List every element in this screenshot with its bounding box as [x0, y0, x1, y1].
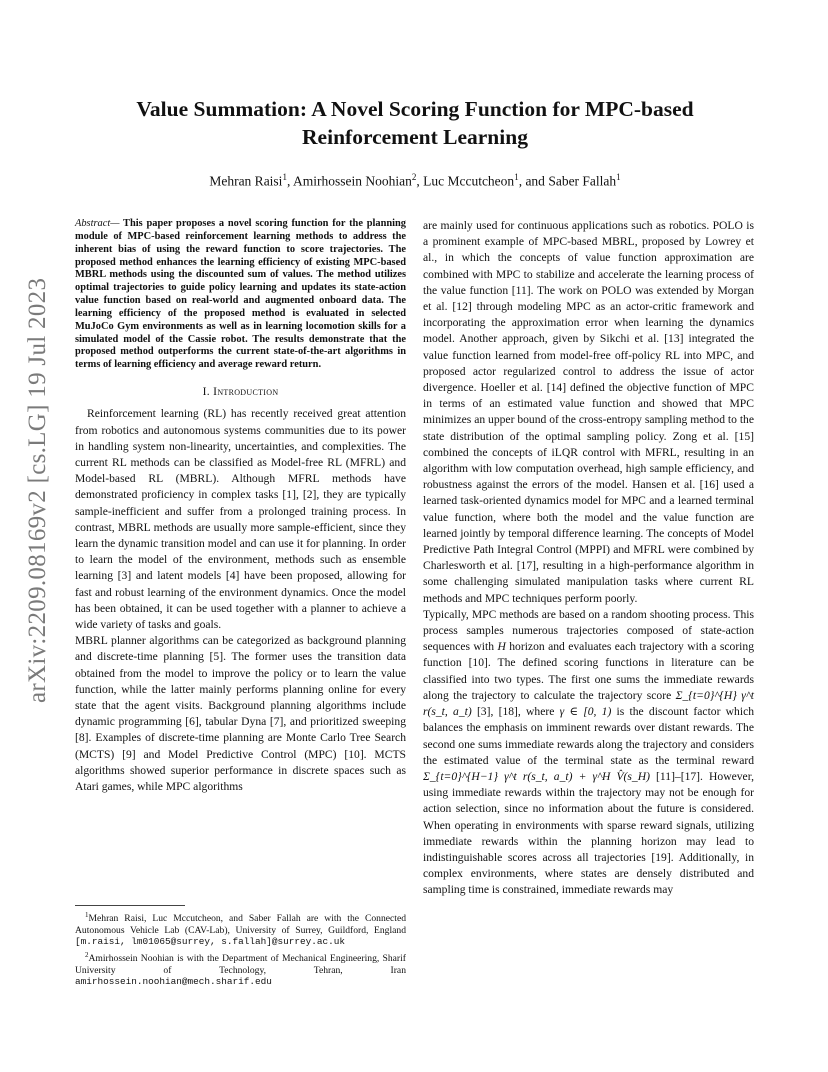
author-name: Amirhossein Noohian — [292, 173, 412, 189]
math-variable: H — [497, 640, 506, 654]
affiliation-mark: 1 — [514, 172, 519, 182]
author-name: Mehran Raisi — [209, 173, 283, 189]
footnote-text: Amirhossein Noohian is with the Department of Mechanical Engineering, Sharif University of Technology, Tehran, Iran — [75, 953, 406, 976]
footnote-affiliation-1 — [75, 910, 406, 947]
footnote-affiliation-2 — [75, 950, 406, 987]
abstract-text: This paper proposes a novel scoring function for the planning module of MPC-based reinforcement learning methods to address the inherent bias of using the reward function to score trajectories. The proposed method enhances the learning efficiency of existing MPC-based MBRL methods using the discounted sum of values. The method utilizes optimal trajectories to guide policy learning and updates its state-action value function based on real-world and augmented onboard data. The learning efficiency of the proposed method is evaluated in selected MuJoCo Gym environments as well as in learning locomotion skills for a simulated model of the Cassie robot. The results demonstrate that the proposed method outperforms the current state-of-the-art algorithms in terms of learning efficiency and average reward return. — [75, 218, 406, 371]
author-name: Luc Mccutcheon — [423, 173, 515, 189]
intro-paragraph: Reinforcement learning (RL) has recently received great attention from robotics and autonomous systems communities due to its power in handling system non-linearity, uncertainties, and complexities. The current RL methods can be classified as Model-free RL (MFRL) and Model-based RL (MBRL). Although MFRL methods have demonstrated proficiency in complex tasks [1], [2], they are typically sample-inefficient and suffer from a prolonged training process. In contrast, MBRL methods are usually more sample-efficient, since they learn the dynamic transition model and can use it for planning. In order to learn the model of the environment, methods such as ensemble learning [3] and latent models [4] have been proposed, allowing for fast and robust learning of the environment dynamics. Once the model has been obtained, it can be used together with a planner to achieve a wide variety of tasks and goals. — [75, 407, 406, 631]
paper-title: Value Summation: A Novel Scoring Function for MPC-based Reinforcement Learning — [136, 97, 694, 149]
right-column — [423, 218, 754, 899]
text-run: [3], [18], where — [471, 705, 560, 719]
math-expression: Σ_{t=0}^{H} γ^t r(s_t, a_t) — [423, 688, 754, 719]
left-column — [75, 218, 406, 795]
body-paragraph — [423, 607, 754, 899]
math-expression: Σ_{t=0}^{H−1} γ^t r(s_t, a_t) + γ^H V̂(s_H) — [423, 769, 650, 783]
author-name: Saber Fallah — [548, 173, 617, 189]
footnote-mark: 2 — [85, 951, 89, 960]
footnote-rule — [75, 905, 185, 906]
body-paragraph: are mainly used for continuous applications such as robotics. POLO is a prominent example of MPC-based MBRL, proposed by Lowrey et al., in which the concepts of value function approximation are combined with MPC to stabilize and accelerate the learning process of the value function [11]. The work on POLO was extended by Morgan et al. [12] through modeling MPC as an actor-critic framework and incorporating the approximation error when learning the dynamics model. Another approach, given by Sikchi et al. [13] integrated the value function learned from model-free off-policy RL into MPC, and proposed actor regularized control to address the issue of actor divergence. Hoeller et al. [14] defined the objective function of MPC in terms of an estimated value function and showed that MPC minimizes an upper bound of the cross-entropy sampling method to the state distribution of the optimal sampling policy. Zong et al. [15] combined the concepts of iLQR control with MFRL, resulting in an algorithm with low computation overhead, high sample efficiency, and robustness against the errors of the model. Hansen et al. [16] used a learned task-oriented dynamics model for MPC and a learned terminal value function, where both the model and the value function are learned jointly by temporal difference learning. The concepts of Model Predictive Path Integral Control (MPPI) and MFRL were combined by Charlesworth et al. [17], resulting in a high-performance algorithm in some challenging simulated manipulation tasks where current RL methods and MPC techniques perform poorly. — [423, 219, 754, 605]
text-run: Typically, MPC methods are based on a random shooting process. This process samples numerous trajectories composed of state-action sequences with — [423, 607, 754, 654]
intro-paragraph: MBRL planner algorithms can be categorized as background planning and discrete-time planning [5]. The former uses the transition data obtained from the model to improve the policy or to learn the value function, while the latter mainly performs planning online for every state that the agent visits. Background planning algorithms include dynamic programming [6], tabular Dyna [7], and prioritized sweeping [8]. Examples of discrete-time planning are Monte Carlo Tree Search (MCTS) [9] and Model Predictive Control (MPC) [10]. MCTS algorithms showed superior performance in discrete spaces such as Atari games, while MPC algorithms — [75, 634, 406, 793]
abstract — [75, 218, 406, 372]
text-run: [11]–[17]. However, using immediate rewards within the trajectory may not be enough for action selection, since no information about the future is considered. When operating in environments with sparse reward signals, utilizing immediate rewards within the planning horizon may lead to indistinguishable scores across all trajectories [19]. Additionally, in complex environments, where states are densely distributed and sampling time is constrained, immediate rewards may — [423, 769, 754, 897]
affiliation-mark: 1 — [616, 172, 621, 182]
section-numeral: I. — [202, 385, 214, 399]
footnote-email: [m.raisi, lm01065@surrey, s.fallah]@surrey.ac.uk — [75, 936, 346, 947]
arxiv-identifier-stamp: arXiv:2209.08169v2 [cs.LG] 19 Jul 2023 — [24, 277, 51, 703]
section-heading-introduction — [75, 384, 406, 400]
author-list: Mehran Raisi$^1$, Amirhossein Noohian$^2$, Luc Mccutcheon$^1$, and Saber Fallah$^1$ — [209, 172, 621, 189]
affiliation-mark: 2 — [411, 172, 417, 182]
affiliation-mark: 1 — [282, 172, 287, 182]
footnote-list — [75, 910, 406, 988]
text-run: horizon and evaluates each trajectory with a scoring function [10]. The defined scoring functions in literature can be classified into two types. The first one sums the immediate rewards along the trajectory to calculate the trajectory score — [423, 640, 754, 702]
footnote-email: amirhossein.noohian@mech.sharif.edu — [75, 976, 272, 988]
math-expression: γ ∈ [0, 1) — [559, 705, 612, 719]
abstract-label: Abstract— — [75, 218, 120, 229]
footnote-mark: 1 — [85, 911, 89, 919]
text-run: is the discount factor which balances the emphasis on imminent rewards over distant rewards. The second one sums immediate rewards along the trajectory and considers the estimated value of the terminal state as the terminal reward — [423, 705, 755, 767]
section-title: Introduction — [213, 385, 279, 399]
footnotes — [75, 905, 406, 991]
footnote-text: Mehran Raisi, Luc Mccutcheon, and Saber Fallah are with the Connected Autonomous Vehicle Lab (CAV-Lab), University of Surrey, Guildford, England — [75, 913, 406, 936]
